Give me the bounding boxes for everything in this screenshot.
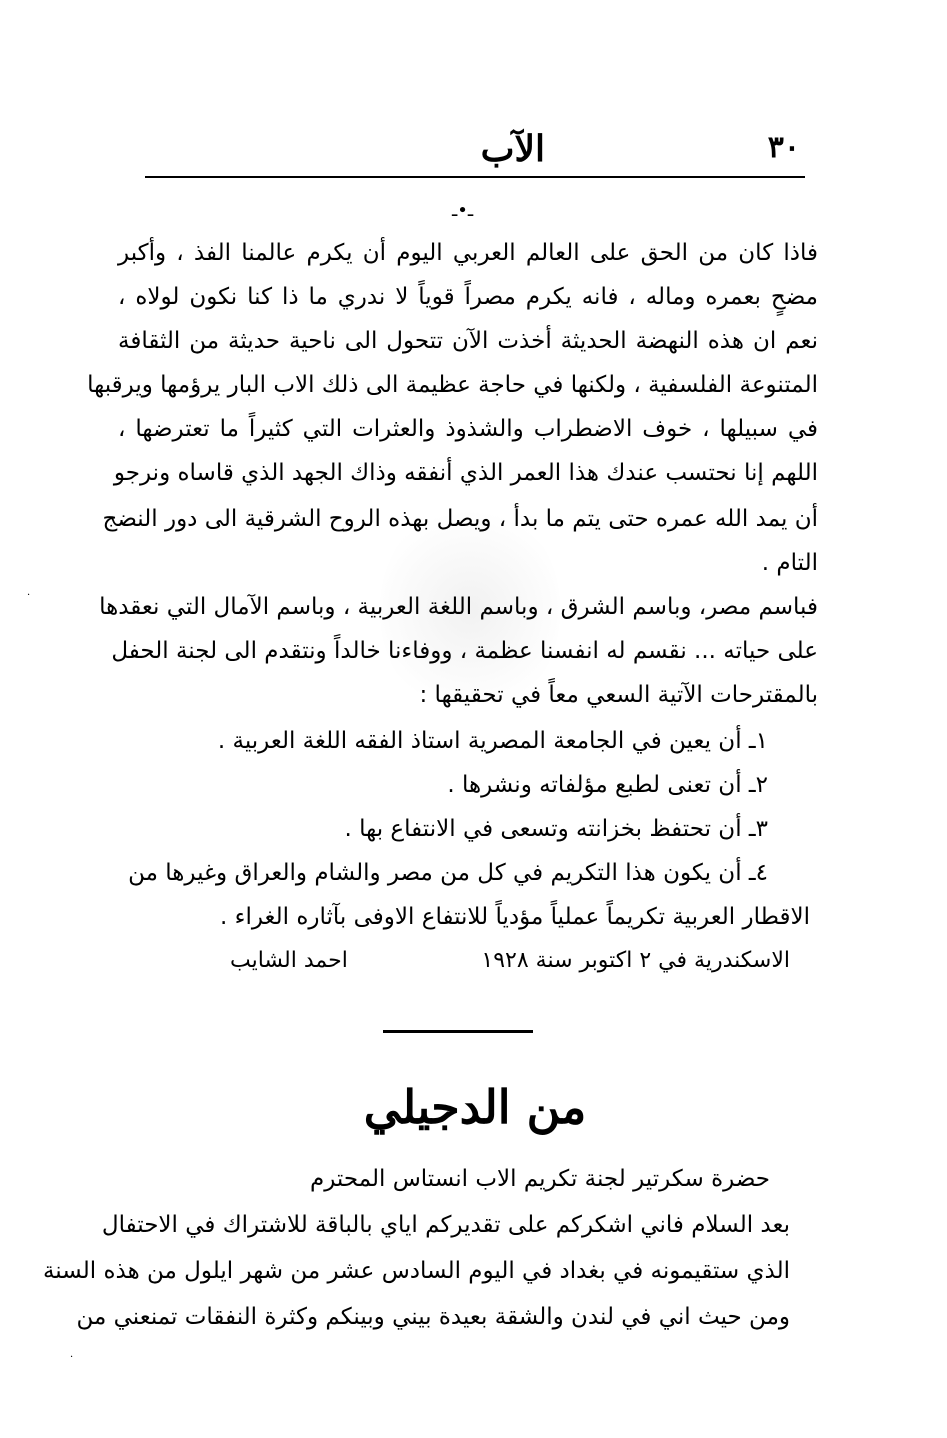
ornament: ـ•ـ [452,200,474,221]
text-line: الذي ستقيمونه في بغداد في اليوم السادس عشر من شهر ايلول من هذه السنة [42,1258,790,1284]
text-line: اللهم إنا نحتسب عندك هذا العمر الذي أنفقه وذاك الجهد الذي قاساه ونرجو [113,460,818,486]
text-line: أن يمد الله عمره حتى يتم ما بدأ ، ويصل بهذه الروح الشرقية الى دور النضج [102,506,818,532]
page-number: ٣٠ [767,130,800,165]
text-line: فاذا كان من الحق على العالم العربي اليوم أن يكرم عالمنا الفذ ، وأكبر [118,240,818,266]
running-title: الآب [480,128,545,170]
text-line: نعم ان هذه النهضة الحديثة أخذت الآن تتحول الى ناحية حديثة من الثقافة [118,328,818,354]
text-line: بعد السلام فاني اشكركم على تقديركم اياي بالباقة للاشتراك في الاحتفال [101,1212,790,1238]
text-line: في سبيلها ، خوف الاضطراب والشذوذ والعثرات التي كثيراً ما تعترضها ، [118,416,818,442]
section-rule [383,1030,533,1033]
text-line: ومن حيث اني في لندن والشقة بعيدة بيني وبينكم وكثرة النفقات تمنعني من [76,1304,790,1330]
scan-speck: · [27,590,31,601]
proposal-item-continuation: الاقطار العربية تكريماً عملياً مؤدياً للانتفاع الاوفى بآثاره الغراء . [220,904,810,930]
text-line: المتنوعة الفلسفية ، ولكنها في حاجة عظيمة الى ذلك الاب البار يرؤمها ويرقبها [87,372,818,398]
letter-salutation: حضرة سكرتير لجنة تكريم الاب انستاس المحترم [310,1166,770,1192]
text-line: على حياته ... نقسم له انفسنا عظمة ، ووفاءنا خالداً ونتقدم الى لجنة الحفل [111,638,818,664]
place-date: الاسكندرية في ٢ اكتوبر سنة ١٩٢٨ [481,948,790,973]
scan-speck: · [70,1352,74,1363]
proposal-item: ١ـ أن يعين في الجامعة المصرية استاذ الفقه اللغة العربية . [217,728,768,754]
text-line: مضحٍ بعمره وماله ، فانه يكرم مصراً قوياً لا ندري ما ذا كنا نكون لولاه ، [118,284,818,310]
section-title: من الدجيلي [363,1080,587,1134]
proposal-item: ٣ـ أن تحتفظ بخزانته وتسعى في الانتفاع بها . [344,816,768,842]
text-line: فباسم مصر، وباسم الشرق ، وباسم اللغة العربية ، وباسم الآمال التي نعقدها [99,594,818,620]
page-header [140,130,800,178]
text-line: التام . [761,550,818,576]
text-line: بالمقترحات الآتية السعي معاً في تحقيقها : [419,682,818,708]
proposal-item: ٢ـ أن تعنى لطبع مؤلفاته ونشرها . [447,772,768,798]
author-name: احمد الشايب [230,948,348,973]
proposal-item: ٤ـ أن يكون هذا التكريم في كل من مصر والشام والعراق وغيرها من [128,860,768,886]
header-rule [145,176,805,178]
